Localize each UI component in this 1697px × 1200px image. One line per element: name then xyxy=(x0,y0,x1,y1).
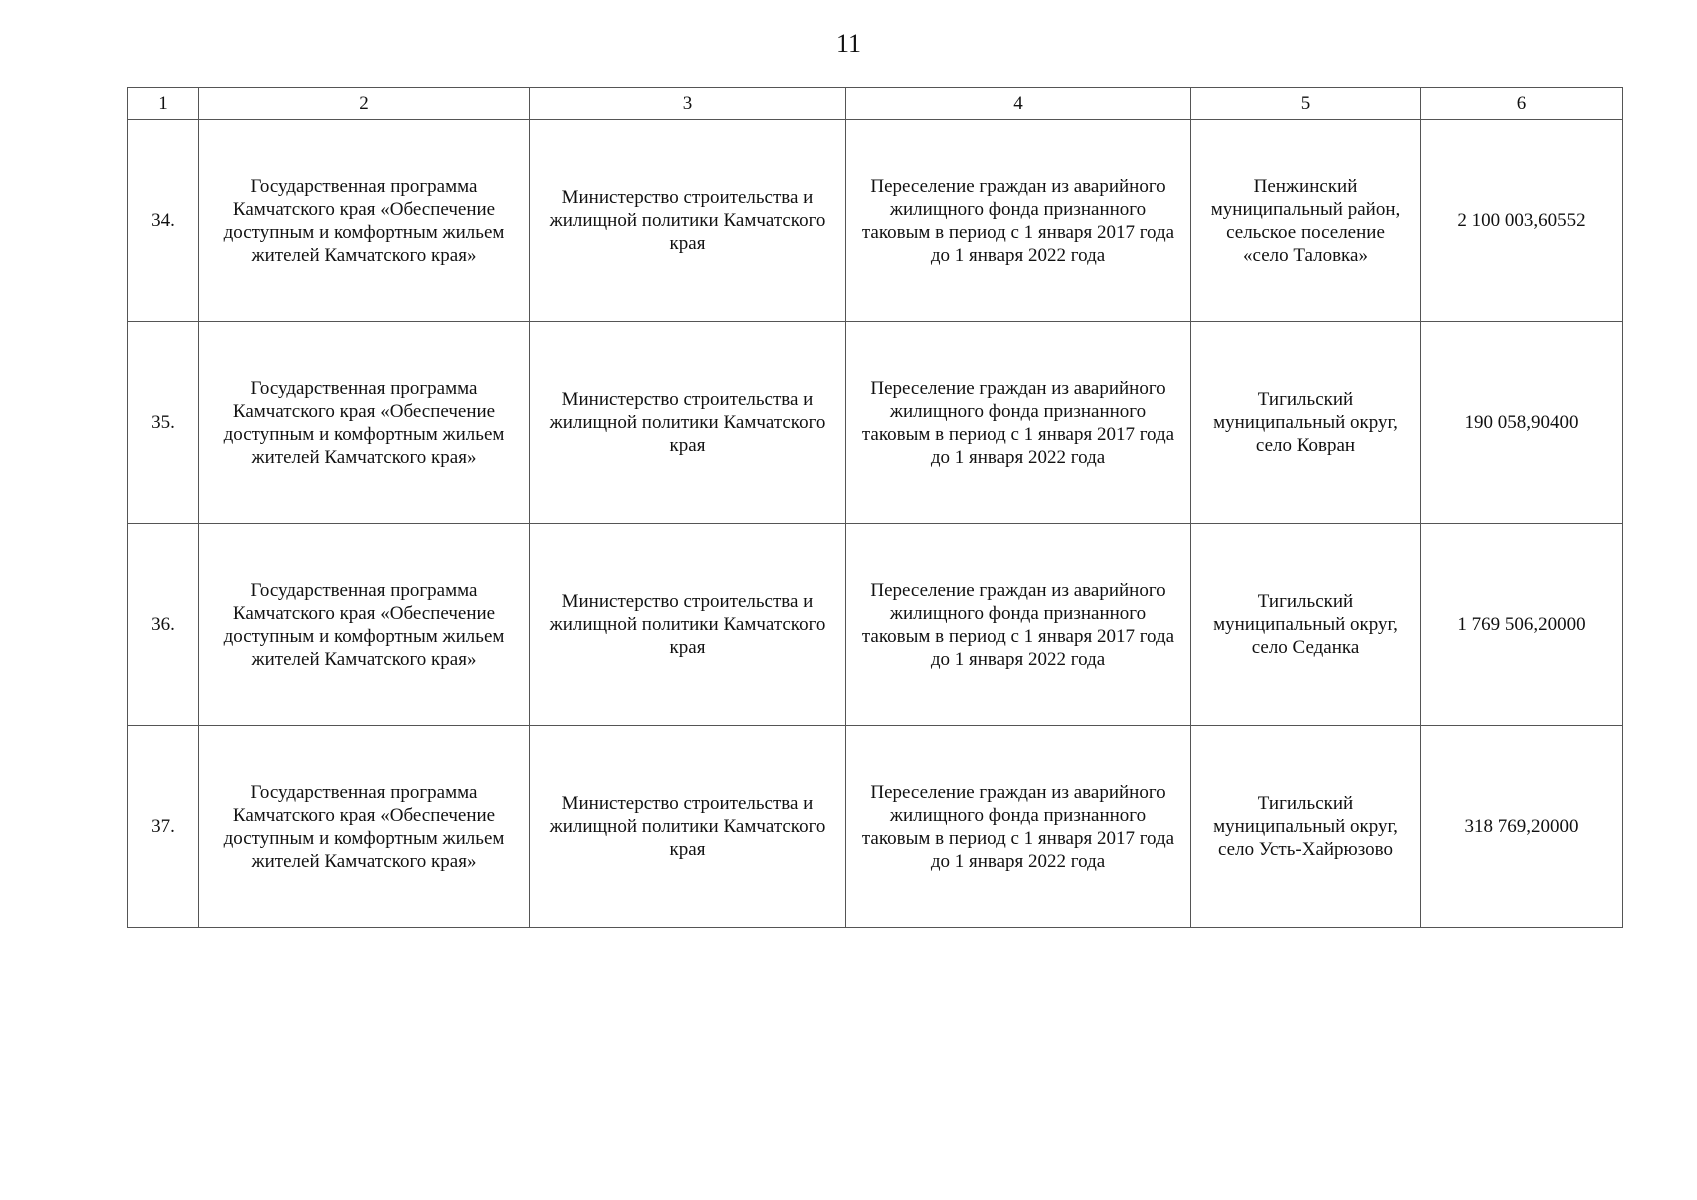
purpose-cell: Переселение граждан из аварийного жилищного фонда признанного таковым в период с 1 января 2017 года до 1 января 2022 года xyxy=(846,524,1191,726)
amount-cell: 1 769 506,20000 xyxy=(1421,524,1623,726)
document-table xyxy=(127,87,1623,928)
program-cell: Государственная программа Камчатского края «Обеспечение доступным и комфортным жильем жителей Камчатского края» xyxy=(199,524,530,726)
program-cell: Государственная программа Камчатского края «Обеспечение доступным и комфортным жильем жителей Камчатского края» xyxy=(199,120,530,322)
ministry-cell: Министерство строительства и жилищной политики Камчатского края xyxy=(530,120,846,322)
row-number: 34. xyxy=(128,120,199,322)
ministry-cell: Министерство строительства и жилищной политики Камчатского края xyxy=(530,322,846,524)
amount-cell: 318 769,20000 xyxy=(1421,726,1623,928)
purpose-cell: Переселение граждан из аварийного жилищного фонда признанного таковым в период с 1 января 2017 года до 1 января 2022 года xyxy=(846,322,1191,524)
table-header-row xyxy=(128,88,1623,120)
table-row xyxy=(128,726,1623,928)
municipality-cell: Тигильский муниципальный округ, село Седанка xyxy=(1191,524,1421,726)
column-ministry-header: 3 xyxy=(530,88,846,120)
municipality-cell: Тигильский муниципальный округ, село Ковран xyxy=(1191,322,1421,524)
purpose-cell: Переселение граждан из аварийного жилищного фонда признанного таковым в период с 1 января 2017 года до 1 января 2022 года xyxy=(846,726,1191,928)
column-amount-header: 6 xyxy=(1421,88,1623,120)
row-number: 35. xyxy=(128,322,199,524)
amount-cell: 2 100 003,60552 xyxy=(1421,120,1623,322)
row-number: 36. xyxy=(128,524,199,726)
column-number-header: 1 xyxy=(128,88,199,120)
page-number: 11 xyxy=(835,29,862,58)
ministry-cell: Министерство строительства и жилищной политики Камчатского края xyxy=(530,524,846,726)
table-row xyxy=(128,524,1623,726)
column-program-header: 2 xyxy=(199,88,530,120)
column-purpose-header: 4 xyxy=(846,88,1191,120)
program-cell: Государственная программа Камчатского края «Обеспечение доступным и комфортным жильем жителей Камчатского края» xyxy=(199,726,530,928)
row-number: 37. xyxy=(128,726,199,928)
column-municipality-header: 5 xyxy=(1191,88,1421,120)
municipality-cell: Тигильский муниципальный округ, село Усть-Хайрюзово xyxy=(1191,726,1421,928)
ministry-cell: Министерство строительства и жилищной политики Камчатского края xyxy=(530,726,846,928)
purpose-cell: Переселение граждан из аварийного жилищного фонда признанного таковым в период с 1 января 2017 года до 1 января 2022 года xyxy=(846,120,1191,322)
amount-cell: 190 058,90400 xyxy=(1421,322,1623,524)
table-row xyxy=(128,120,1623,322)
municipality-cell: Пенжинский муниципальный район, сельское поселение «село Таловка» xyxy=(1191,120,1421,322)
program-cell: Государственная программа Камчатского края «Обеспечение доступным и комфортным жильем жителей Камчатского края» xyxy=(199,322,530,524)
table-row xyxy=(128,322,1623,524)
